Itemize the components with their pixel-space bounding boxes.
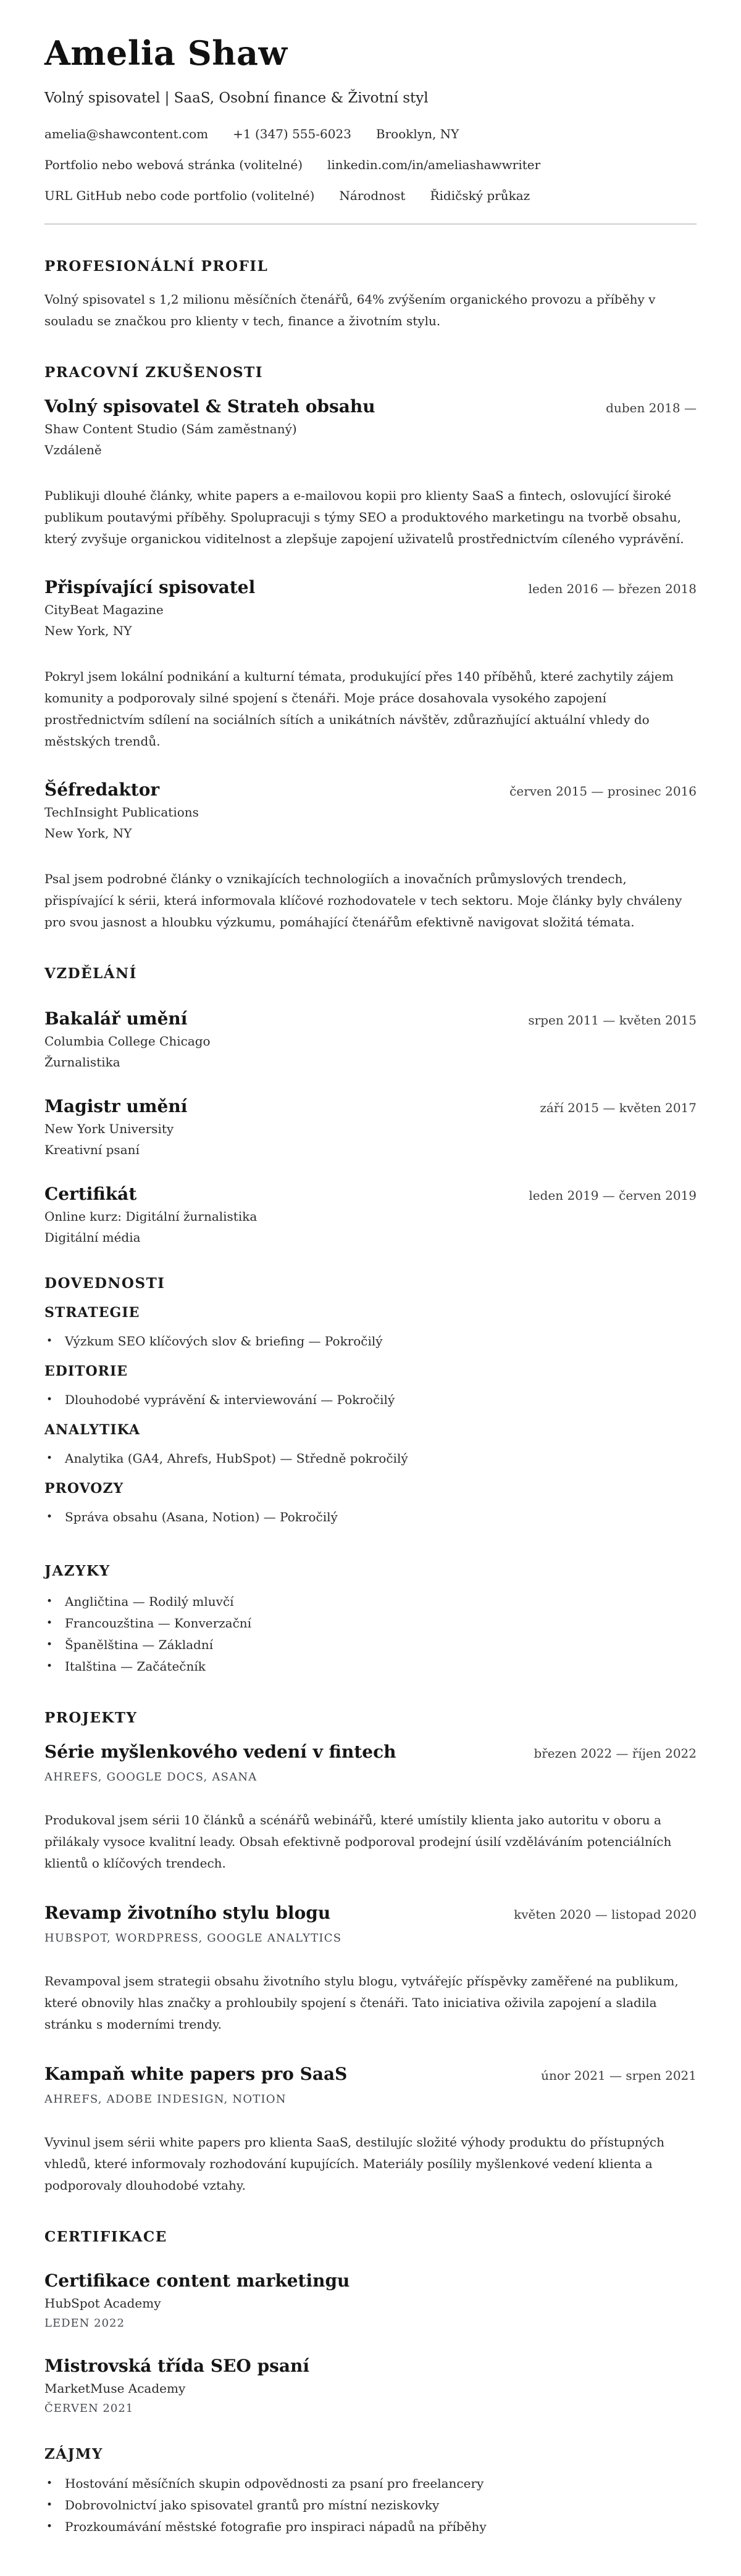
section-profile xyxy=(44,258,697,332)
interest-item: • Hostování měsíčních skupin odpovědnosti za psaní pro freelancery xyxy=(44,2473,697,2495)
section-experience xyxy=(44,364,697,933)
project-description: Vyvinul jsem sérii white papers pro klienta SaaS, destilujíc složité výhody produktu do přístupných vhledů, které informovaly rozhodování kupujících. Materiály posílily myšlenkové vedení klienta a podporovaly dlouhodobé vztahy. xyxy=(44,2135,665,2193)
job-title-row xyxy=(44,779,697,800)
language-item: • Angličtina — Rodilý mluvčí xyxy=(44,1591,697,1613)
skill-group-name: PROVOZY xyxy=(44,1481,124,1497)
project-description: Revampoval jsem strategii obsahu životního stylu blogu, vytvářejíc příspěvky zaměřené na publikum, které obnovily hlas značky a prohloubily spojení s čtenáři. Tato iniciativa oživila zapojení a sladila stránku s moderními trendy. xyxy=(44,1974,679,2032)
certification-entry xyxy=(44,2271,697,2331)
language-item: • Španělština — Základní xyxy=(44,1634,697,1656)
skills-heading: DOVEDNOSTI xyxy=(44,1275,165,1292)
project-entry xyxy=(44,2064,697,2196)
certification-title: Certifikace content marketingu xyxy=(44,2271,350,2291)
job-entry xyxy=(44,577,697,752)
contact-info xyxy=(44,126,697,204)
certification-issuer: MarketMuse Academy xyxy=(44,2381,186,2396)
education-field: Kreativní psaní xyxy=(44,1142,140,1157)
job-entry xyxy=(44,396,697,550)
resume-header xyxy=(44,35,697,204)
job-description: Publikuji dlouhé články, white papers a e-mailovou kopii pro klienty SaaS a fintech, oslovující široké publikum poutavými příběhy. Spolupracuji s týmy SEO a produktového marketingu na tvorbě obsahu, který zvyšuje organickou viditelnost a zlepšuje zapojení uživatelů prostřednictvím cíleného vyprávění. xyxy=(44,488,684,546)
experience-heading: PRACOVNÍ ZKUŠENOSTI xyxy=(44,364,264,381)
certifications-heading: CERTIFIKACE xyxy=(44,2229,167,2245)
education-field: Digitální média xyxy=(44,1230,141,1245)
education-school: Online kurz: Digitální žurnalistika xyxy=(44,1209,257,1224)
education-title-row xyxy=(44,1008,697,1029)
job-dates: červen 2015 — prosinec 2016 xyxy=(509,784,697,799)
education-degree: Magistr umění xyxy=(44,1096,188,1116)
candidate-headline: Volný spisovatel | SaaS, Osobní finance & Životní styl xyxy=(44,90,429,106)
project-dates: únor 2021 — srpen 2021 xyxy=(541,2068,697,2083)
job-title-row xyxy=(44,577,697,598)
project-description: Produkoval jsem sérii 10 článků a scénářů webinářů, které umístily klienta jako autoritu v oboru a přilákaly vysoce kvalitní leady. Obsah efektivně podporoval prodejní úsilí vzděláváním potenciálních klientů o klíčových trendech. xyxy=(44,1813,672,1871)
education-dates: srpen 2011 — květen 2015 xyxy=(528,1013,697,1028)
education-degree: Bakalář umění xyxy=(44,1008,188,1029)
education-school: New York University xyxy=(44,1121,174,1136)
profile-summary: Volný spisovatel s 1,2 milionu měsíčních čtenářů, 64% zvýšením organického provozu a příběhy v souladu se značkou pro klienty v tech, finance a životním stylu. xyxy=(44,292,656,328)
project-dates: březen 2022 — říjen 2022 xyxy=(534,1746,697,1761)
section-projects xyxy=(44,1710,697,2196)
project-title-row xyxy=(44,1903,697,1924)
drivers-license-text: Řidičský průkaz xyxy=(430,188,530,203)
language-item: • Francouzština — Konverzační xyxy=(44,1613,697,1634)
project-entry xyxy=(44,1742,697,1874)
phone-text: +1 (347) 555-6023 xyxy=(233,127,351,141)
education-title-row xyxy=(44,1184,697,1205)
education-entry xyxy=(44,1096,697,1158)
skill-list xyxy=(44,1448,697,1469)
candidate-name: Amelia Shaw xyxy=(44,33,288,73)
languages-heading: JAZYKY xyxy=(44,1563,111,1579)
job-entry xyxy=(44,779,697,933)
project-title-row xyxy=(44,2064,697,2085)
certification-title: Mistrovská třída SEO psaní xyxy=(44,2356,310,2376)
email-text: amelia@shawcontent.com xyxy=(44,127,209,141)
language-list xyxy=(44,1591,697,1677)
education-entry xyxy=(44,1008,697,1070)
project-title: Revamp životního stylu blogu xyxy=(44,1903,331,1923)
skill-list xyxy=(44,1389,697,1411)
job-description: Psal jsem podrobné články o vznikajících technologiích a inovačních průmyslových trendech, přispívající k sérii, která informovala klíčové rozhodovatele v tech sektoru. Moje články byly chváleny pro svou jasnost a hloubku výzkumu, pomáhající čtenářům efektivně navigovat složitá témata. xyxy=(44,871,682,929)
skill-group-name: STRATEGIE xyxy=(44,1305,140,1321)
job-title-row xyxy=(44,396,697,417)
skill-item: • Správa obsahu (Asana, Notion) — Pokročilý xyxy=(44,1506,697,1528)
certification-date: LEDEN 2022 xyxy=(44,2317,125,2330)
project-title: Série myšlenkového vedení v fintech xyxy=(44,1742,396,1762)
skill-group-name: EDITORIE xyxy=(44,1363,128,1379)
certification-entry xyxy=(44,2356,697,2416)
skill-list xyxy=(44,1506,697,1528)
skill-item: • Výzkum SEO klíčových slov & briefing — Pokročilý xyxy=(44,1331,697,1352)
section-skills xyxy=(44,1275,697,1528)
education-degree: Certifikát xyxy=(44,1184,137,1204)
projects-heading: PROJEKTY xyxy=(44,1710,138,1726)
job-company: TechInsight Publications xyxy=(44,805,199,820)
project-tools: AHREFS, ADOBE INDESIGN, NOTION xyxy=(44,2093,287,2106)
nationality-text: Národnost xyxy=(339,188,406,203)
github-placeholder-text: URL GitHub nebo code portfolio (volitelné) xyxy=(44,188,315,203)
contact-row-links xyxy=(44,157,697,173)
education-title-row xyxy=(44,1096,697,1117)
job-company: CityBeat Magazine xyxy=(44,602,164,617)
job-description: Pokryl jsem lokální podnikání a kulturní témata, produkující přes 140 příběhů, které zachytily zájem komunity a podporovaly silné spojení s čtenáři. Moje práce dosahovala vysokého zapojení prostřednictvím sdílení na sociálních sítích a unikátních návštěv, zdůrazňující aktuální vhledy do městských trendů. xyxy=(44,669,674,749)
linkedin-text: linkedin.com/in/ameliashawwriter xyxy=(327,157,541,172)
skill-item: • Dlouhodobé vyprávění & interviewování — Pokročilý xyxy=(44,1389,697,1411)
project-tools: HUBSPOT, WORDPRESS, GOOGLE ANALYTICS xyxy=(44,1932,342,1945)
interest-item: • Prozkoumávání městské fotografie pro inspiraci nápadů na příběhy xyxy=(44,2516,697,2538)
skill-item: • Analytika (GA4, Ahrefs, HubSpot) — Středně pokročilý xyxy=(44,1448,697,1469)
project-title-row xyxy=(44,1742,697,1763)
language-item: • Italština — Začátečník xyxy=(44,1656,697,1677)
portfolio-placeholder-text: Portfolio nebo webová stránka (volitelné) xyxy=(44,157,303,172)
education-dates: září 2015 — květen 2017 xyxy=(540,1100,697,1115)
interest-item: • Dobrovolnictví jako spisovatel grantů pro místní neziskovky xyxy=(44,2495,697,2516)
job-location: Vzdáleně xyxy=(44,442,102,457)
project-entry xyxy=(44,1903,697,2035)
section-languages xyxy=(44,1563,697,1677)
certification-issuer: HubSpot Academy xyxy=(44,2296,161,2311)
education-entry xyxy=(44,1184,697,1245)
education-dates: leden 2019 — červen 2019 xyxy=(529,1188,697,1203)
job-dates: duben 2018 — xyxy=(606,401,697,415)
job-title: Volný spisovatel & Strateh obsahu xyxy=(44,396,375,417)
skill-group-name: ANALYTIKA xyxy=(44,1422,140,1438)
section-education xyxy=(44,965,697,1245)
contact-row-extra xyxy=(44,188,697,204)
job-title: Přispívající spisovatel xyxy=(44,577,256,597)
job-dates: leden 2016 — březen 2018 xyxy=(528,581,697,596)
job-company: Shaw Content Studio (Sám zaměstnaný) xyxy=(44,422,297,436)
certification-date: ČERVEN 2021 xyxy=(44,2402,134,2415)
interests-heading: ZÁJMY xyxy=(44,2446,103,2462)
contact-row-primary xyxy=(44,126,697,142)
section-interests xyxy=(44,2446,697,2538)
section-certifications xyxy=(44,2229,697,2416)
header-divider xyxy=(44,223,697,225)
interest-list xyxy=(44,2473,697,2538)
job-title: Šéfredaktor xyxy=(44,779,160,800)
project-dates: květen 2020 — listopad 2020 xyxy=(514,1907,697,1922)
project-tools: AHREFS, GOOGLE DOCS, ASANA xyxy=(44,1771,257,1784)
project-title: Kampaň white papers pro SaaS xyxy=(44,2064,348,2084)
education-field: Žurnalistika xyxy=(44,1055,120,1070)
profile-heading: PROFESIONÁLNÍ PROFIL xyxy=(44,258,269,275)
education-school: Columbia College Chicago xyxy=(44,1034,211,1049)
job-location: New York, NY xyxy=(44,826,132,841)
job-location: New York, NY xyxy=(44,623,132,638)
location-text: Brooklyn, NY xyxy=(375,127,459,141)
skill-list xyxy=(44,1331,697,1352)
education-heading: VZDĚLÁNÍ xyxy=(44,965,137,982)
